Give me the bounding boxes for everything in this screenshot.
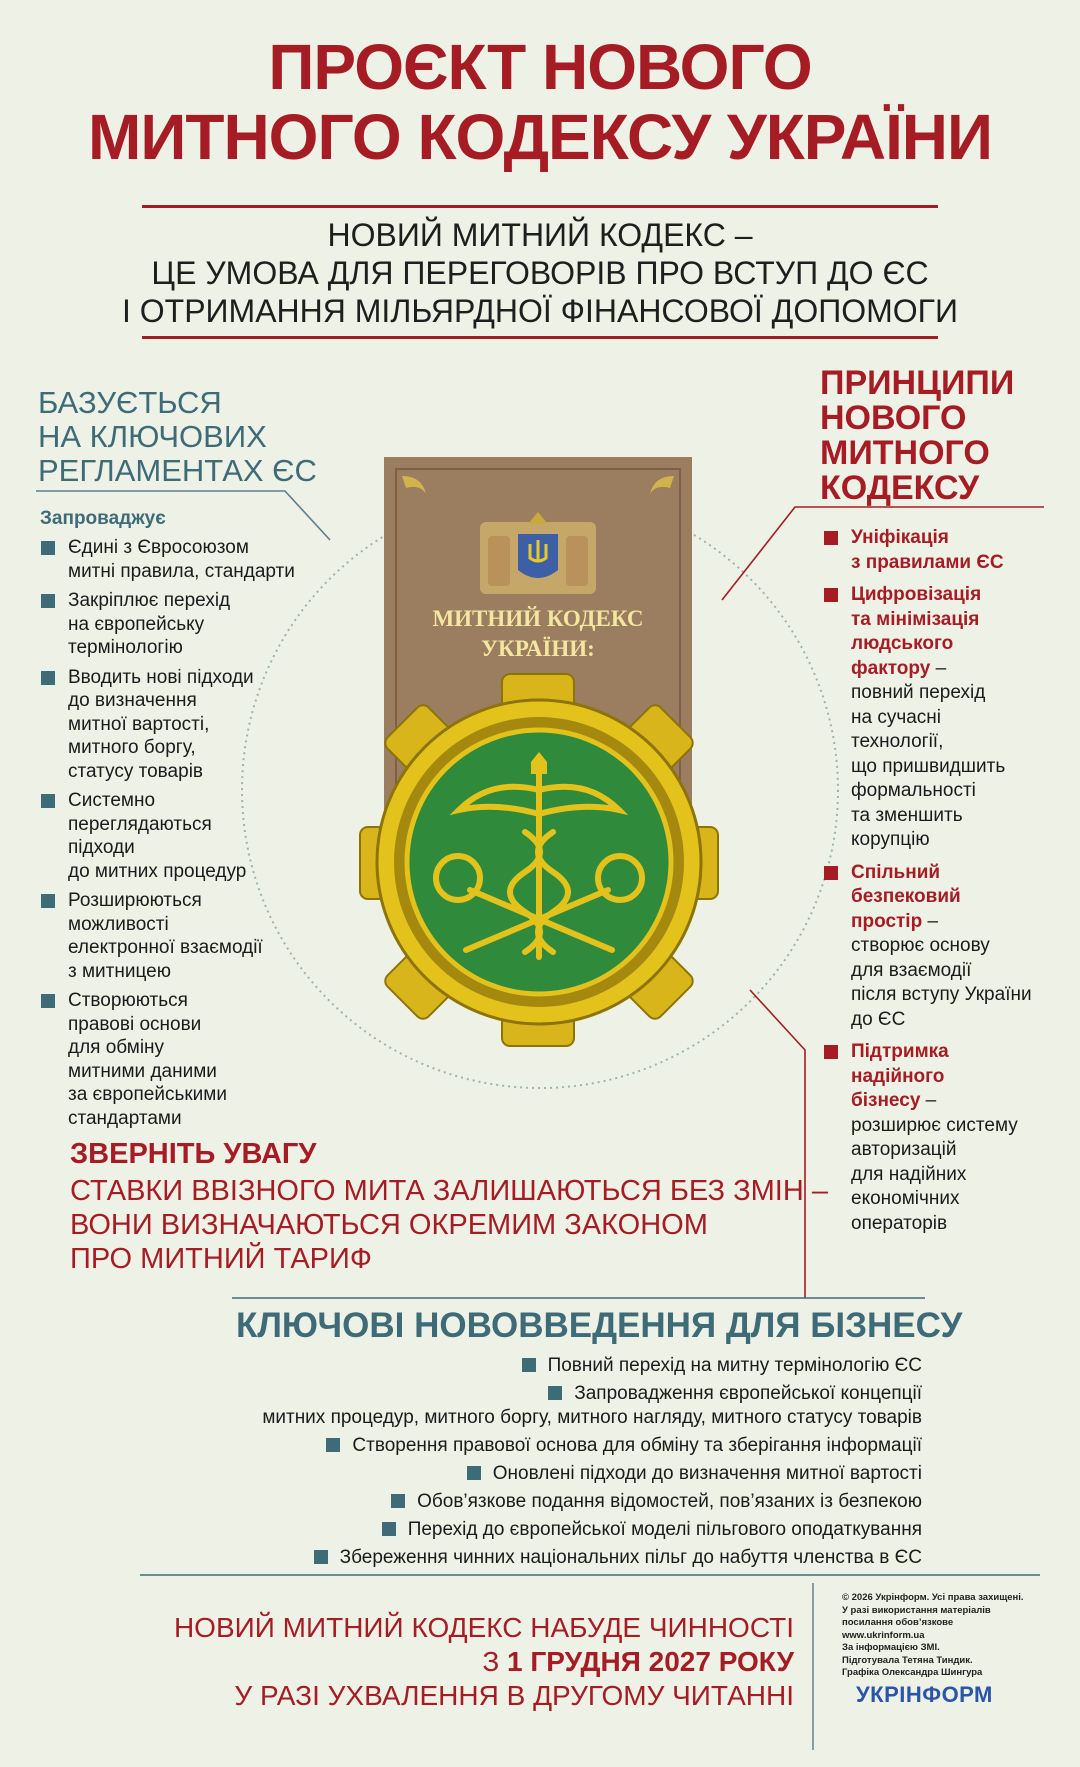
customs-code-emblem [350,452,730,1052]
credits: © 2026 Укрінформ. Усі права захищені. У разі використання матеріалів посилання обов’язкове www.ukrinform.ua За інформацією ЗМІ. Підготувала Тетяна Тиндик. Графіка Олександра Шингура [842,1592,1024,1678]
bullet-square-icon [824,866,838,880]
bullet-square-icon [391,1494,405,1508]
business-innovations-list [100,1354,922,1574]
attention-heading: ЗВЕРНІТЬ УВАГУ [70,1138,317,1170]
attention-line-3: ПРО МИТНИЙ ТАРИФ [70,1243,372,1275]
list-item: Підтримка надійного бізнесу – розширює систему авторизацій для надійних економічних операторів [821,1040,1061,1236]
left-heading-line-1: БАЗУЄТЬСЯ [38,385,222,420]
list-item: Вводить нові підходи до визначення митної вартості, митного боргу, статусу товарів [38,666,338,784]
attention-line-1: СТАВКИ ВВІЗНОГО МИТА ЗАЛИШАЮТЬСЯ БЕЗ ЗМІН – [70,1175,828,1207]
footer-line-1: НОВИЙ МИТНИЙ КОДЕКС НАБУДЕ ЧИННОСТІ [173,1612,794,1643]
bullet-square-icon [314,1550,328,1564]
bullet-square-icon [41,671,55,685]
attention-line-2: ВОНИ ВИЗНАЧАЮТЬСЯ ОКРЕМИМ ЗАКОНОМ [70,1209,708,1241]
left-intro: Запроваджує [40,508,166,529]
subtitle-line-3: І ОТРИМАННЯ МІЛЬЯРДНОЇ ФІНАНСОВОЇ ДОПОМОГИ [121,293,958,329]
bullet-square-icon [824,531,838,545]
footer-line-3: У РАЗІ УХВАЛЕННЯ В ДРУГОМУ ЧИТАННІ [234,1680,794,1711]
bullet-square-icon [382,1522,396,1536]
book-title-line-1: МИТНИЙ КОДЕКС [432,606,644,631]
list-item: Цифровізація та мінімізація людського фактору – повний перехід на сучасні технології, що пришвидшить формальності та зменшить корупцію [821,583,1061,853]
left-heading-line-3: РЕГЛАМЕНТАХ ЄС [38,453,317,488]
bullet-square-icon [41,594,55,608]
bullet-square-icon [824,588,838,602]
bullet-square-icon [522,1358,536,1372]
subtitle-line-1: НОВИЙ МИТНИЙ КОДЕКС – [327,217,753,253]
list-item: Системно переглядаються підходи до митних процедур [38,789,338,883]
subtitle-line-2: ЦЕ УМОВА ДЛЯ ПЕРЕГОВОРІВ ПРО ВСТУП ДО ЄС [151,255,929,291]
list-item: Уніфікація з правилами ЄС [821,526,1061,575]
list-item: Єдині з Євросоюзом митні правила, стандарти [38,536,338,583]
list-item: Оновлені підходи до визначення митної вартості [100,1462,922,1486]
bullet-square-icon [41,994,55,1008]
effective-date: 1 ГРУДНЯ 2027 РОКУ [507,1646,794,1677]
bullet-square-icon [548,1386,562,1400]
right-heading-line-2: НОВОГО [820,399,967,437]
bullet-square-icon [41,894,55,908]
list-item: Закріплює перехід на європейську термінологію [38,589,338,660]
right-heading-line-4: КОДЕКСУ [820,469,980,507]
bullet-square-icon [467,1466,481,1480]
bullet-square-icon [41,794,55,808]
list-item: Спільний безпековий простір – створює основу для взаємодії після вступу України до ЄС [821,861,1061,1033]
list-item: Створюються правові основи для обміну митними даними за європейськими стандартами [38,989,338,1130]
bullet-square-icon [824,1045,838,1059]
book-title-line-2: УКРАЇНИ: [481,636,595,661]
bullet-square-icon [41,541,55,555]
title-line-1: ПРОЄКТ НОВОГО [268,31,812,103]
right-heading-line-1: ПРИНЦИПИ [820,364,1015,402]
list-item: Збереження чинних національних пільг до набуття членства в ЄС [100,1546,922,1570]
ukrinform-logo: УКРІНФОРМ [856,1682,993,1707]
list-item: Обов’язкове подання відомостей, пов’язаних із безпекою [100,1490,922,1514]
business-heading: КЛЮЧОВІ НОВОВВЕДЕННЯ ДЛЯ БІЗНЕСУ [236,1306,963,1345]
list-item: Перехід до європейської моделі пільгового оподаткування [100,1518,922,1542]
list-item: Повний перехід на митну термінологію ЄС [100,1354,922,1378]
eu-regulations-list [38,536,338,1136]
list-item: Розширюються можливості електронної взаємодії з митницею [38,889,338,983]
coat-of-arms-icon [480,512,596,594]
principles-list [821,526,1061,1244]
footer-line-2: З 1 ГРУДНЯ 2027 РОКУ [482,1646,794,1677]
list-item: Створення правової основа для обміну та зберігання інформації [100,1434,922,1458]
title-line-2: МИТНОГО КОДЕКСУ УКРАЇНИ [88,101,992,173]
list-item: Запровадження європейської концепції митних процедур, митного боргу, митного нагляду, митного статусу товарів [262,1383,922,1428]
customs-emblem-icon [360,674,718,1046]
bullet-square-icon [326,1438,340,1452]
left-heading-line-2: НА КЛЮЧОВИХ [38,419,267,454]
right-heading-line-3: МИТНОГО [820,434,990,472]
